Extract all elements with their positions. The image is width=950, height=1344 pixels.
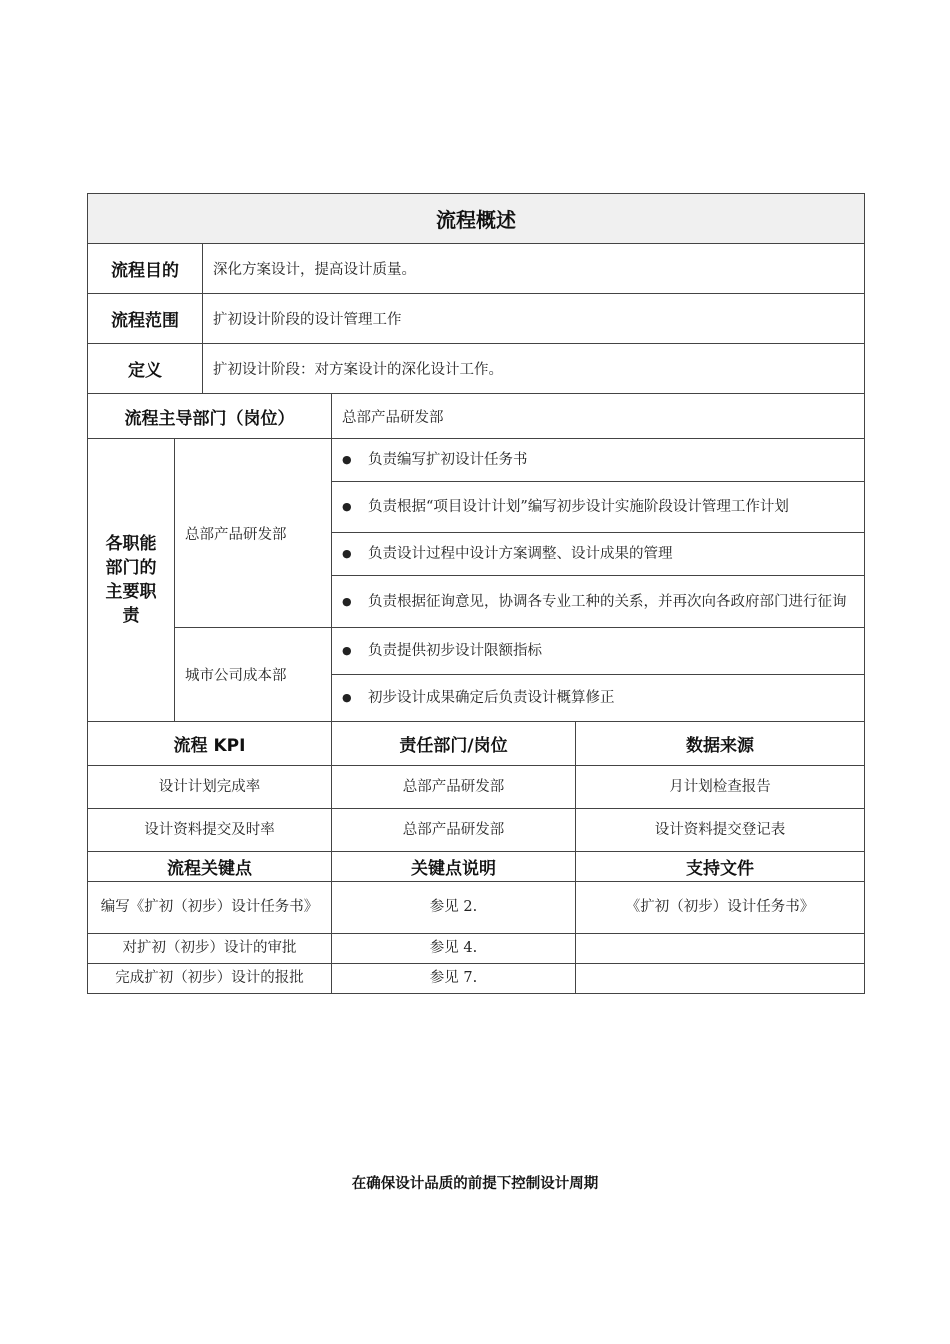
lead-dept-label: 流程主导部门（岗位） — [88, 394, 332, 439]
bullet-icon: ● — [342, 594, 352, 608]
bullet-icon: ● — [342, 644, 352, 657]
definition-value: 扩初设计阶段：对方案设计的深化设计工作。 — [203, 344, 865, 394]
keypoint-doc: 《扩初（初步）设计任务书》 — [576, 882, 865, 934]
responsibilities-label: 各职能部门的主要职责 — [88, 439, 175, 722]
keypoint-desc: 参见 7. — [332, 964, 576, 994]
duty-text: 负责设计过程中设计方案调整、设计成果的管理 — [368, 546, 673, 562]
keypoint-desc: 参见 2. — [332, 882, 576, 934]
scope-value: 扩初设计阶段的设计管理工作 — [203, 294, 865, 344]
kpi-name: 设计资料提交及时率 — [88, 809, 332, 852]
process-overview-table — [87, 193, 865, 994]
duty-text: 负责编写扩初设计任务书 — [368, 452, 528, 468]
footer-note: 在确保设计品质的前提下控制设计周期 — [351, 1176, 599, 1192]
duty-item — [332, 482, 865, 533]
table-row — [88, 964, 865, 994]
duty-text: 初步设计成果确定后负责设计概算修正 — [368, 690, 615, 706]
table-row — [88, 934, 865, 964]
kpi-dept: 总部产品研发部 — [332, 766, 576, 809]
dept-name-cost: 城市公司成本部 — [175, 628, 332, 722]
keypoint-doc — [576, 964, 865, 994]
kpi-header-source: 数据来源 — [576, 722, 865, 766]
lead-dept-value: 总部产品研发部 — [332, 394, 865, 439]
duty-item — [332, 439, 865, 482]
kpi-source: 月计划检查报告 — [576, 766, 865, 809]
keypoint-name: 完成扩初（初步）设计的报批 — [88, 964, 332, 994]
duty-text: 负责根据“项目设计计划”编写初步设计实施阶段设计管理工作计划 — [368, 499, 789, 515]
bullet-icon: ● — [342, 453, 352, 466]
kpi-header-dept: 责任部门/岗位 — [332, 722, 576, 766]
duty-item — [332, 576, 865, 628]
kpi-source: 设计资料提交登记表 — [576, 809, 865, 852]
overview-title: 流程概述 — [88, 194, 865, 244]
kpi-name: 设计计划完成率 — [88, 766, 332, 809]
keypoint-header-docs: 支持文件 — [576, 852, 865, 882]
definition-label: 定义 — [88, 344, 203, 394]
keypoint-name: 对扩初（初步）设计的审批 — [88, 934, 332, 964]
keypoint-header-point: 流程关键点 — [88, 852, 332, 882]
keypoint-doc — [576, 934, 865, 964]
keypoint-name: 编写《扩初（初步）设计任务书》 — [88, 882, 332, 934]
kpi-header-kpi: 流程 KPI — [88, 722, 332, 766]
keypoint-header-desc: 关键点说明 — [332, 852, 576, 882]
duty-text: 负责根据征询意见，协调各专业工种的关系，并再次向各政府部门进行征询 — [368, 593, 847, 610]
keypoint-desc: 参见 4. — [332, 934, 576, 964]
dept-name-rd: 总部产品研发部 — [175, 439, 332, 628]
duty-text: 负责提供初步设计限额指标 — [368, 643, 542, 659]
table-row — [88, 882, 865, 934]
kpi-dept: 总部产品研发部 — [332, 809, 576, 852]
process-overview-sheet — [87, 193, 864, 994]
duty-item — [332, 628, 865, 675]
scope-label: 流程范围 — [88, 294, 203, 344]
bullet-icon: ● — [342, 547, 352, 560]
purpose-value: 深化方案设计，提高设计质量。 — [203, 244, 865, 294]
table-row — [88, 766, 865, 809]
duty-item — [332, 533, 865, 576]
bullet-icon: ● — [342, 500, 352, 513]
purpose-label: 流程目的 — [88, 244, 203, 294]
table-row — [88, 809, 865, 852]
bullet-icon: ● — [342, 691, 352, 704]
duty-item — [332, 675, 865, 722]
